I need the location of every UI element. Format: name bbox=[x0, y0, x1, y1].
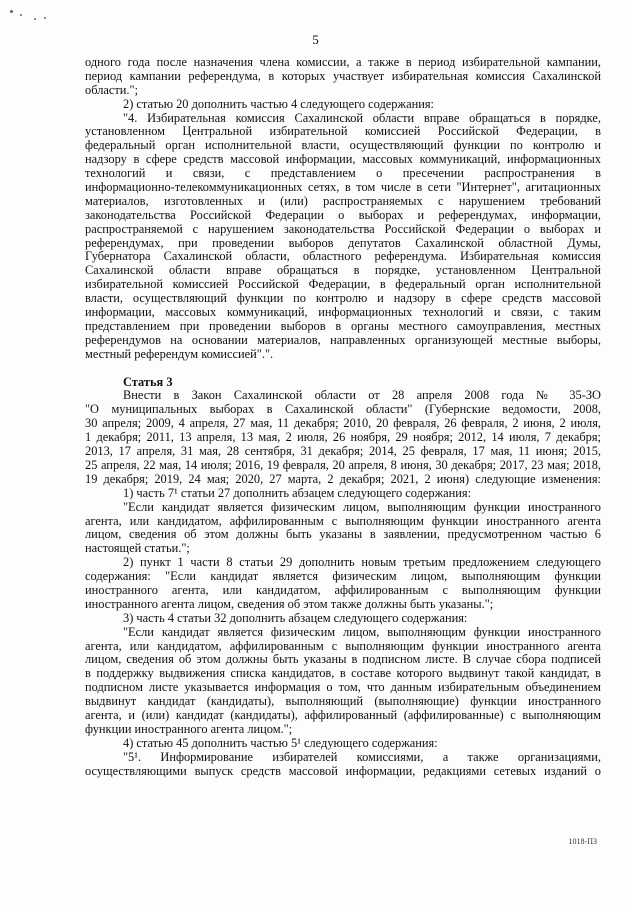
text-line: настоящей статьи."; bbox=[85, 542, 190, 556]
text-line: законодательства Российской Федерации о выборах и референдумах, информации, bbox=[85, 208, 601, 222]
scan-speck bbox=[44, 17, 46, 19]
text-line: осуществляющими выпуск средств массовой информации, редакциями сетевых изданий о bbox=[85, 764, 601, 778]
text-line: 3) часть 4 статьи 32 дополнить абзацем следующего содержания: bbox=[123, 611, 468, 625]
text-line: власти, осуществляющий функции по контролю и надзору в сфере средств массовой bbox=[85, 292, 601, 306]
text-line: 1 декабря; 2011, 13 апреля, 13 мая, 2 июля, 26 ноября, 29 ноября; 2012, 14 июля, 7 декабря; bbox=[85, 431, 601, 445]
text-line: 2) статью 20 дополнить частью 4 следующего содержания: bbox=[123, 97, 434, 111]
article-heading: Статья 3 bbox=[123, 375, 173, 389]
text-line: иностранного агента, или кандидатом, аффилированным с выполняющим функции bbox=[85, 583, 601, 597]
text-line: в поддержку выдвижения списка кандидатов, в составе которого выдвинут такой кандидат, в bbox=[85, 667, 601, 681]
text-line: 2) пункт 1 части 8 статьи 29 дополнить новым третьим предложением следующего bbox=[123, 556, 601, 570]
text-line: надзору в сфере средств массовой информации, массовых коммуникаций, информационных bbox=[85, 153, 601, 167]
text-line: материалов, изготовленных и (или) распространяемых с нарушением требований bbox=[85, 194, 601, 208]
text-line: референдумах, при проведении выборов депутатов Сахалинской областной Думы, bbox=[85, 236, 601, 250]
text-line: "Если кандидат является физическим лицом, выполняющим функции иностранного bbox=[123, 625, 601, 639]
text-line: референдумов на основании материалов, направленных организующей местные выборы, bbox=[85, 333, 601, 347]
text-line: лицом, сведения об этом должны быть указаны в заявлении, предусмотренном частью 6 bbox=[85, 528, 601, 542]
text-line: содержания: "Если кандидат является физическим лицом, выполняющим функции bbox=[85, 570, 601, 584]
text-line: "5¹. Информирование избирателей комиссиями, а также организациями, bbox=[123, 750, 601, 764]
text-line: 2013, 17 апреля, 31 мая, 28 сентября, 31 декабря; 2014, 25 февраля, 17 мая, 11 июня; 2015, bbox=[85, 445, 601, 459]
text-line: 30 апреля; 2009, 4 апреля, 27 мая, 11 декабря; 2010, 20 февраля, 26 февраля, 2 июня, 2 июля, bbox=[85, 417, 601, 431]
text-line: 1) часть 7¹ статьи 27 дополнить абзацем следующего содержания: bbox=[123, 486, 472, 500]
page-number: 5 bbox=[312, 32, 319, 47]
text-line: "Если кандидат является физическим лицом, выполняющим функции иностранного bbox=[123, 500, 601, 514]
text-line: подписном листе указывается информация о том, что данным избирательным объединением bbox=[85, 681, 601, 695]
text-line: 4) статью 45 дополнить частью 5¹ следующего содержания: bbox=[123, 736, 438, 750]
text-line: агента, или кандидатом, аффилированным с выполняющим функции иностранного агента bbox=[85, 514, 601, 528]
text-line: Сахалинской области вправе обращаться в порядке, установленном Центральной bbox=[85, 264, 601, 278]
text-line: агента, или кандидатом, аффилированным с выполняющим функции иностранного агента bbox=[85, 639, 601, 653]
text-line: "4. Избирательная комиссия Сахалинской области вправе обращаться в порядке, bbox=[123, 111, 601, 125]
text-line: Губернатора Сахалинской области, областного референдума. Избирательная комиссия bbox=[85, 250, 601, 264]
text-line: Внести в Закон Сахалинской области от 28 апреля 2008 года № 35-ЗО bbox=[123, 389, 601, 403]
scan-speck bbox=[34, 18, 36, 20]
text-line: одного года после назначения члена комиссии, а также в период избирательной кампании, bbox=[85, 56, 601, 69]
text-line: распространяемой с нарушением законодательства Российской Федерации о выборах и bbox=[85, 222, 601, 236]
text-line: период кампании референдума, в которых участвует избирательная комиссия Сахалинской bbox=[85, 69, 601, 83]
text-line: агента, и (или) кандидат (кандидаты), аффилированный (аффилированные) с выполняющим bbox=[85, 708, 601, 722]
text-line: области."; bbox=[85, 83, 139, 97]
text-line: 19 декабря; 2019, 24 мая; 2020, 27 марта, 2 декабря; 2021, 2 июня) следующие изменения: bbox=[85, 472, 601, 486]
text-line: установленном Центральной избирательной комиссией Российской Федерации, в bbox=[85, 125, 601, 139]
text-line: федеральный орган исполнительной власти, осуществляющий функции по контролю и bbox=[85, 139, 601, 153]
text-line: информационно-телекоммуникационных сетях, в том числе в сети "Интернет", агитационных bbox=[85, 181, 601, 195]
scan-speck bbox=[20, 14, 22, 16]
text-line: 25 апреля, 22 мая, 14 июля; 2016, 19 февраля, 20 апреля, 8 июня, 30 декабря; 2017, 23 мая; 2018, bbox=[85, 458, 601, 472]
text-line: выдвинут кандидат (кандидаты), выполняющий (выполняющие) функции иностранного bbox=[85, 695, 601, 709]
text-line: лицом, сведения об этом должны быть указаны в подписном листе. В случае сбора подписей bbox=[85, 653, 601, 667]
document-code: 1018-ПЗ bbox=[568, 837, 597, 846]
text-line: иностранного агента лицом, сведения об этом также должны быть указаны."; bbox=[85, 597, 494, 611]
text-line: функции иностранного агента лицом."; bbox=[85, 722, 293, 736]
text-line: технологий и связи, с представлением о пресечении распространения в bbox=[85, 167, 601, 181]
text-line: "О муниципальных выборах в Сахалинской области" (Губернские ведомости, 2008, bbox=[85, 403, 601, 417]
text-line: избирательной комиссией Российской Федерации, в федеральный орган исполнительной bbox=[85, 278, 601, 292]
scan-speck bbox=[10, 10, 13, 13]
document-body bbox=[85, 56, 601, 778]
text-line: представлением при проведении выборов в органы местного самоуправления, местных bbox=[85, 319, 601, 333]
text-line: местный референдум комиссией".". bbox=[85, 347, 274, 361]
text-line: информации, массовых коммуникаций, информационных технологий и связи, с таким bbox=[85, 306, 601, 320]
